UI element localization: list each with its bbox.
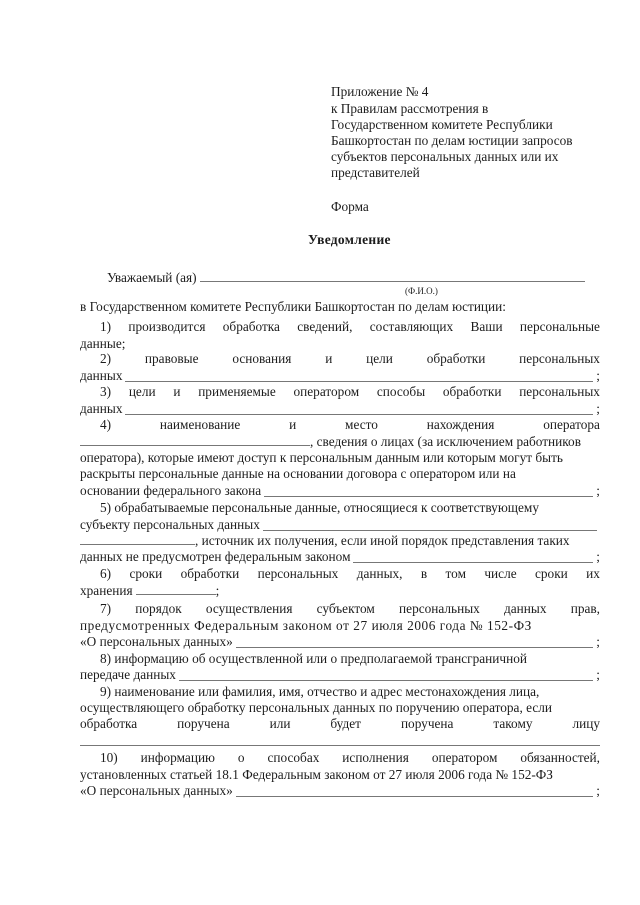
item-number: 3) (100, 384, 112, 399)
answer-blank (264, 485, 593, 497)
document-title: Уведомление (308, 232, 391, 247)
answer-blank (125, 403, 593, 415)
item-5-line-4 (80, 549, 600, 565)
word: числе (484, 566, 517, 581)
item-3-line-2 (80, 401, 600, 417)
text: передаче данных (80, 667, 176, 682)
answer-blank (353, 551, 593, 563)
word: субъектом (316, 601, 375, 616)
word: в (420, 566, 428, 581)
item-number: 8) (100, 651, 112, 666)
item-4-line-3: оператора), которые имеют доступ к персональным данным или которым могут быть (80, 450, 563, 465)
punctuation: ; (596, 667, 600, 682)
word: о (237, 750, 245, 765)
item-9-line-2: осуществляющего обработку персональных данных по поручению оператора, если (80, 700, 552, 715)
item-7-line-3 (80, 634, 600, 650)
word: осуществления (205, 601, 293, 616)
answer-blank (125, 370, 593, 382)
text: субъекту персональных данных (80, 517, 260, 532)
word: данных (504, 601, 547, 616)
word: данных, (356, 566, 403, 581)
item-7-line-2: предусмотренных Федеральным законом от 27 июля 2006 года № 152-ФЗ (80, 618, 532, 633)
item-number: 7) (100, 601, 112, 616)
word: данных (80, 368, 123, 383)
word: хранения (80, 583, 133, 598)
word: Ваши (470, 319, 503, 334)
appendix-number: Приложение № 4 (331, 84, 429, 99)
word: обработки (180, 566, 240, 581)
answer-blank (80, 734, 600, 746)
word: сроки (535, 566, 568, 581)
item-1-line-1 (100, 319, 600, 335)
word: и (173, 384, 181, 399)
item-9-line-3 (80, 716, 600, 732)
word: прав, (570, 601, 600, 616)
word: обработка (80, 716, 138, 731)
answer-blank (236, 636, 594, 648)
answer-blank (80, 434, 310, 446)
item-8-line-2 (80, 667, 600, 683)
form-label: Форма (331, 199, 369, 214)
word: персональные (519, 319, 600, 334)
word: и (325, 351, 333, 366)
word: персональных (519, 384, 600, 399)
item-7-line-1 (100, 601, 600, 617)
word: данных (80, 401, 123, 416)
word: оператора (543, 417, 600, 432)
item-2-line-2 (80, 368, 600, 384)
punctuation: ; (596, 634, 600, 649)
answer-blank (80, 533, 195, 545)
fio-blank (200, 270, 585, 282)
word: производится (128, 319, 206, 334)
item-4-line-2 (80, 434, 581, 450)
intro-line: в Государственном комитете Республики Башкортостан по делам юстиции: (80, 299, 506, 314)
word: поручена (177, 716, 230, 731)
word: оператором (431, 750, 498, 765)
item-6-line-2 (80, 583, 219, 599)
item-4-line-1 (100, 417, 600, 433)
appendix-line: к Правилам рассмотрения в (331, 101, 489, 116)
text: основании федерального закона (80, 483, 262, 498)
word: оператором (293, 384, 360, 399)
word: способах (267, 750, 320, 765)
item-number: 10) (100, 750, 118, 765)
salutation-text: Уважаемый (ая) (107, 270, 197, 285)
text: данных не предусмотрен федеральным законом (80, 549, 351, 564)
punctuation: ; (596, 483, 600, 498)
word: том (445, 566, 466, 581)
punctuation: ; (596, 549, 600, 564)
word: их (586, 566, 600, 581)
text: «О персональных данных» (80, 783, 233, 798)
punctuation: ; (596, 783, 600, 798)
word: информацию (140, 750, 215, 765)
item-number: 4) (100, 417, 112, 432)
item-2-line-1 (100, 351, 600, 367)
word: сроки (129, 566, 163, 581)
word: наименование (159, 417, 241, 432)
word: персональных (399, 601, 480, 616)
word: составляющих (369, 319, 454, 334)
word: поручена (400, 716, 454, 731)
item-10-line-2: установленных статьей 18.1 Федеральным законом от 27 июля 2006 года № 152-ФЗ (80, 767, 553, 782)
text: информацию об осуществленной или о предполагаемой трансграничной (114, 651, 527, 666)
punctuation: ; (596, 401, 600, 416)
word: и (289, 417, 297, 432)
text: , сведения о лицах (за исключением работников (310, 434, 581, 449)
word: или (269, 716, 291, 731)
appendix-line: представителей (331, 165, 420, 180)
appendix-line: Башкортостан по делам юстиции запросов (331, 133, 573, 148)
item-8-line-1 (100, 651, 527, 667)
word: применяемые (198, 384, 276, 399)
word: обработка (222, 319, 280, 334)
word: порядок (135, 601, 182, 616)
salutation (107, 270, 585, 286)
item-1-line-2: данные; (80, 336, 126, 351)
word: будет (330, 716, 361, 731)
punctuation: ; (215, 583, 220, 598)
appendix-line: субъектов персональных данных или их (331, 149, 559, 164)
text: «О персональных данных» (80, 634, 233, 649)
word: персональных (257, 566, 339, 581)
text: наименование или фамилия, имя, отчество и адрес местонахождения лица, (114, 684, 540, 699)
item-number: 6) (100, 566, 112, 581)
answer-blank (263, 519, 597, 531)
item-5-line-3 (80, 533, 570, 549)
text: обрабатываемые персональные данные, относящиеся к соответствующему (114, 500, 539, 515)
item-4-line-5 (80, 483, 600, 499)
answer-blank (179, 669, 593, 681)
appendix-line: Государственном комитете Республики (331, 117, 553, 132)
word: нахождения (426, 417, 495, 432)
word: обязанностей, (520, 750, 600, 765)
word: правовые (144, 351, 199, 366)
item-number: 9) (100, 684, 112, 699)
word: место (345, 417, 378, 432)
item-4-line-4: раскрыты персональные данные на основании договора с оператором или на (80, 466, 516, 481)
word: исполнения (342, 750, 409, 765)
punctuation: ; (596, 368, 600, 383)
fio-hint: (Ф.И.О.) (405, 286, 438, 296)
word: такому (493, 716, 533, 731)
item-5-line-2 (80, 517, 600, 533)
item-10-line-3 (80, 783, 600, 799)
item-3-line-1 (100, 384, 600, 400)
item-5-line-1 (100, 500, 539, 516)
word: обработки (442, 384, 502, 399)
word: лицу (572, 716, 600, 731)
answer-blank (136, 583, 216, 595)
word: обработки (426, 351, 486, 366)
word: сведений, (297, 319, 353, 334)
item-6-line-1 (100, 566, 600, 582)
answer-blank (236, 785, 594, 797)
word: персональных (519, 351, 600, 366)
item-number: 5) (100, 500, 112, 515)
word: способы (376, 384, 426, 399)
item-number: 2) (100, 351, 112, 366)
word: цели (128, 384, 156, 399)
word: основания (232, 351, 292, 366)
item-number: 1) (100, 319, 112, 334)
item-9-line-4 (80, 734, 600, 750)
item-10-line-1 (100, 750, 600, 766)
text: , источник их получения, если иной порядок представления таких (195, 533, 570, 548)
word: цели (366, 351, 393, 366)
item-9-line-1 (100, 684, 539, 700)
